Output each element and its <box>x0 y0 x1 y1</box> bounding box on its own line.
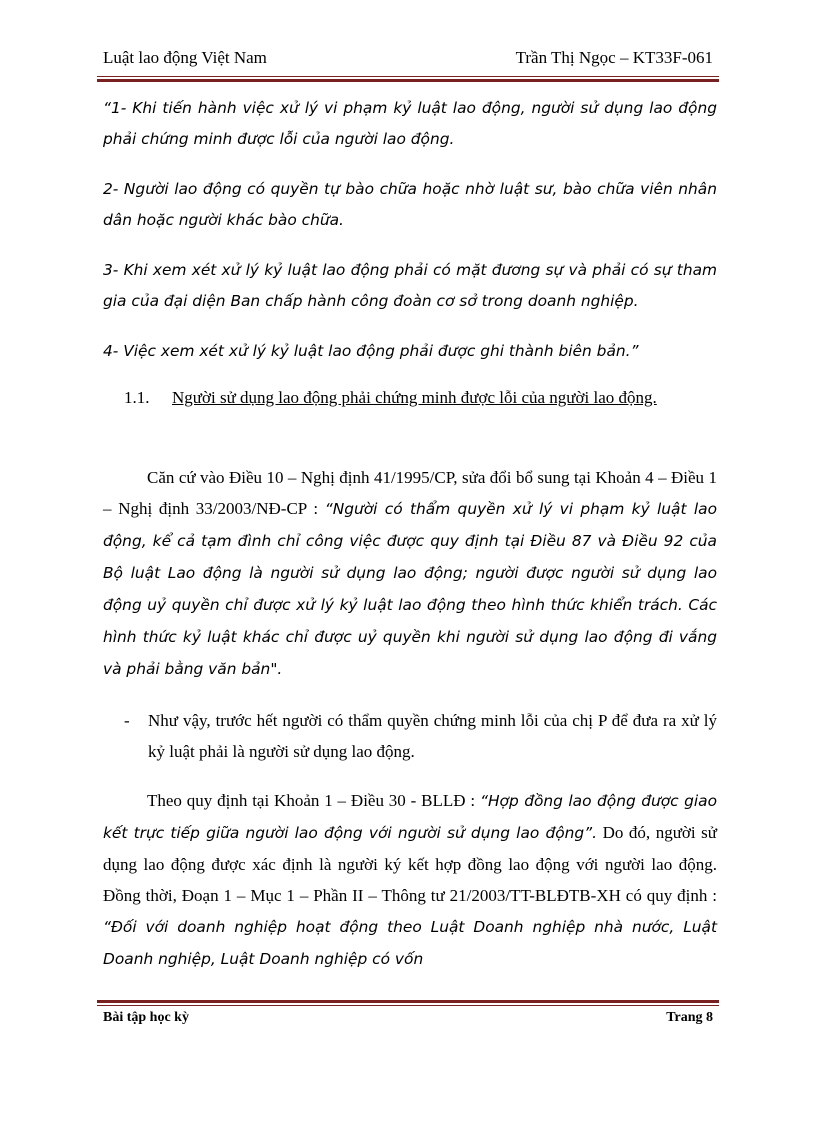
paragraph-legal-basis-text: Căn cứ vào Điều 10 – Nghị định 41/1995/CP, sửa đổi bổ sung tại Khoản 4 – Điều 1 – Nghị định 33/2003/NĐ-CP : <box>103 468 717 518</box>
footer-label: Bài tập học kỳ <box>103 1010 189 1025</box>
header-rule-thin <box>97 76 719 77</box>
paragraph-contract-quote-b: “Đối với doanh nghiệp hoạt động theo Luật Doanh nghiệp nhà nước, Luật Doanh nghiệp, Luật Doanh nghiệp có vốn <box>103 918 717 968</box>
quote-item-1: “1- Khi tiến hành việc xử lý vi phạm kỷ luật lao động, người sử dụng lao động phải chứng minh được lỗi của người lao động. <box>103 99 717 148</box>
quote-item-4: 4- Việc xem xét xử lý kỷ luật lao động phải được ghi thành biên bản.” <box>103 342 639 360</box>
paragraph-contract <box>103 785 717 975</box>
footer-rule-thin <box>97 1005 719 1006</box>
footer-rule-thick <box>97 1000 719 1003</box>
paragraph-legal-basis-quote: “Người có thẩm quyền xử lý vi phạm kỷ luật lao động, kể cả tạm đình chỉ công việc được quy định tại Điều 87 và Điều 92 của Bộ luật Lao động là người sử dụng lao động; người được người sử dụng lao động uỷ quyền chỉ được xử lý kỷ luật lao động theo hình thức khiển trách. Các hình thức kỷ luật khác chỉ được uỷ quyền khi người sử dụng lao động đi vắng và phải bằng văn bản". <box>103 500 717 678</box>
bullet-dash: - <box>124 711 130 730</box>
paragraph-contract-text-a: Theo quy định tại Khoản 1 – Điều 30 - BLLĐ : <box>147 791 480 810</box>
page-footer <box>103 1010 713 1026</box>
section-heading <box>124 382 717 413</box>
bullet-text: Như vậy, trước hết người có thẩm quyền chứng minh lỗi của chị P để đưa ra xử lý kỷ luật phải là người sử dụng lao động. <box>148 711 717 761</box>
header-rule-thick <box>97 79 719 82</box>
paragraph-contract-quote-a: “Hợp đồng lao động được giao kết trực tiếp giữa người lao động với người sử dụng lao động”. <box>103 792 718 842</box>
section-number: 1.1. <box>124 388 150 407</box>
page-header <box>103 48 713 74</box>
section-title: Người sử dụng lao động phải chứng minh được lỗi của người lao động. <box>172 388 657 407</box>
quote-item-2: 2- Người lao động có quyền tự bào chữa hoặc nhờ luật sư, bào chữa viên nhân dân hoặc người khác bào chữa. <box>103 180 717 229</box>
paragraph-legal-basis <box>103 462 717 685</box>
header-course-title: Luật lao động Việt Nam <box>103 48 267 67</box>
bullet-item <box>124 705 717 767</box>
quote-item-3: 3- Khi xem xét xử lý kỷ luật lao động phải có mặt đương sự và phải có sự tham gia của đại diện Ban chấp hành công đoàn cơ sở trong doanh nghiệp. <box>103 261 717 310</box>
page-number: Trang 8 <box>666 1010 713 1025</box>
header-author: Trần Thị Ngọc – KT33F-061 <box>515 48 713 67</box>
paragraph-contract-text-b: Do đó, người sử dụng lao động được xác định là người ký kết hợp đồng lao động với người lao động. Đồng thời, Đoạn 1 – Mục 1 – Phần II – Thông tư 21/2003/TT-BLĐTB-XH có quy định : <box>103 823 717 905</box>
